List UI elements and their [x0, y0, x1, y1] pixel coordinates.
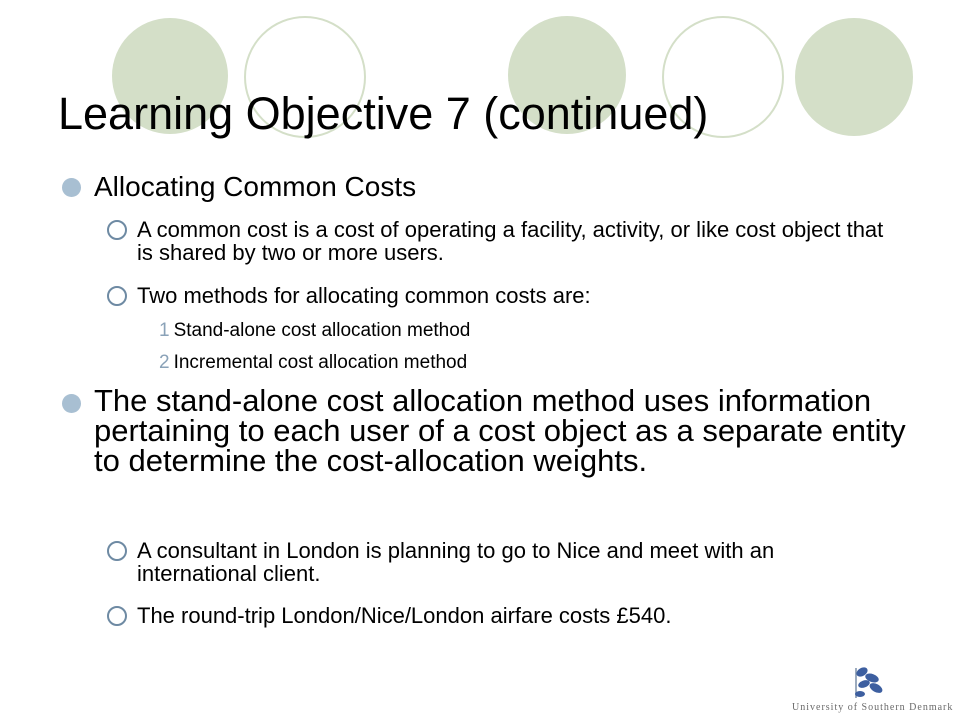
secondary-bullet-icon — [107, 286, 127, 306]
sub-bullet-common-cost-definition: A common cost is a cost of operating a facility, activity, or like cost object that is shared by two or more users. — [137, 217, 884, 265]
primary-bullet-icon — [62, 178, 81, 197]
item-text: Stand-alone cost allocation method — [173, 320, 471, 341]
secondary-bullet-icon — [107, 541, 127, 561]
secondary-bullet-icon — [107, 220, 127, 240]
university-name: University of Southern Denmark — [792, 702, 954, 713]
secondary-bullet-icon — [107, 606, 127, 626]
numbered-item-incremental — [159, 352, 467, 374]
sub-bullet-two-methods: Two methods for allocating common costs are: — [137, 283, 591, 308]
item-number: 1 — [159, 320, 170, 341]
sub-bullet-airfare: The round-trip London/Nice/London airfare costs £540. — [137, 603, 672, 628]
bullet-stand-alone-method: The stand-alone cost allocation method uses information pertaining to each user of a cost object as a separate entity to determine the cost-allocation weights. — [94, 383, 906, 478]
numbered-item-stand-alone — [159, 320, 470, 342]
decorative-circle-5 — [795, 18, 913, 136]
primary-bullet-icon — [62, 394, 81, 413]
slide-title: Learning Objective 7 (continued) — [58, 88, 709, 139]
bullet-allocating-common-costs: Allocating Common Costs — [94, 171, 417, 202]
sub-bullet-consultant: A consultant in London is planning to go to Nice and meet with an international client. — [137, 538, 775, 586]
item-number: 2 — [159, 352, 170, 373]
item-text: Incremental cost allocation method — [173, 352, 468, 373]
